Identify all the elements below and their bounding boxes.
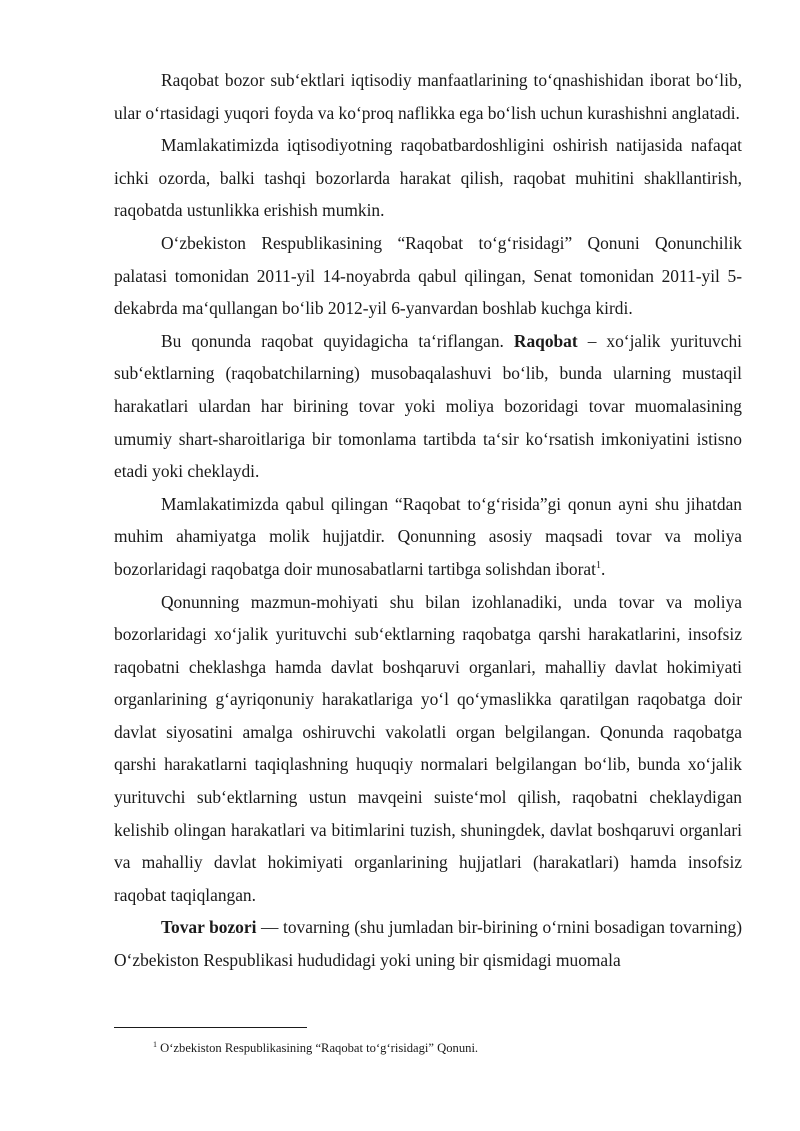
paragraph-competitiveness: Mamlakatimizda iqtisodiyotning raqobatbardoshligini oshirish natijasida nafaqat ichki ozorda, balki tashqi bozorlarda harakat qilish, raqobat muhitini shakllantirish, raqobatda ustunlikka erishish mumkin. (114, 135, 742, 221)
term-raqobat: Raqobat (513, 330, 578, 351)
paragraph-definition-of-competition: Raqobat bozor sub‘ektlari iqtisodiy manfaatlarining to‘qnashishidan iborat bo‘lib, ular o‘rtasidagi yuqori foyda va ko‘proq naflikka ega bo‘lish uchun kurashishni anglatadi. (114, 70, 742, 123)
paragraph-text: – xo‘jalik yurituvchi sub‘ektlarning (raqobatchilarning) musobaqalashuvi bo‘lib, bunda ularning mustaqil harakatlari ulardan har birining tovar yoki moliya bozoridagi tovar muomalasining umumiy shart-sharoitlariga bir tomonlama tartibda ta‘sir ko‘rsatish imkoniyatini istisno etadi yoki cheklaydi. (114, 330, 742, 482)
paragraph-text: . (600, 558, 606, 579)
paragraph-law-purpose (114, 488, 742, 586)
paragraph-law-definition (114, 325, 742, 488)
term-tovar-bozori: Tovar bozori (161, 917, 257, 938)
footnote-divider (114, 1027, 307, 1028)
document-body (114, 64, 742, 977)
footnote-number: 1 (153, 1039, 157, 1049)
paragraph-text: — tovarning (shu jumladan bir-birining o‘rnini bosadigan tovarning) O‘zbekiston Respublikasi hududidagi yoki uning bir qismidagi muomala (114, 917, 742, 971)
paragraph-goods-market (114, 911, 742, 976)
footnote-reference[interactable]: 1 (595, 560, 601, 572)
paragraph-text: Mamlakatimizda qabul qilingan “Raqobat to‘g‘risida”gi qonun ayni shu jihatdan muhim ahamiyatga molik hujjatdir. Qonunning asosiy maqsadi tovar va moliya bozorlaridagi raqobatga doir munosabatlarni tartibga solishdan iborat (114, 493, 742, 579)
footnote-text: O‘zbekiston Respublikasining “Raqobat to‘g‘risidagi” Qonuni. (157, 1041, 479, 1055)
paragraph-law-adoption: O‘zbekiston Respublikasining “Raqobat to‘g‘risidagi” Qonuni Qonunchilik palatasi tomonidan 2011-yil 14-noyabrda qabul qilingan, Senat tomonidan 2011-yil 5-dekabrda ma‘qullangan bo‘lib 2012-yil 6-yanvardan boshlab kuchga kirdi. (114, 232, 742, 319)
footnote (153, 1040, 478, 1056)
paragraph-law-essence: Qonunning mazmun-mohiyati shu bilan izohlanadiki, unda tovar va moliya bozorlaridagi xo‘jalik yurituvchi sub‘ektlarning raqobatga qarshi harakatlarini, insofsiz raqobatni cheklashga hamda davlat boshqaruvi organlari, mahalliy davlat hokimiyati organlarining g‘ayriqonuniy harakatlariga yo‘l qo‘ymaslikka qaratilgan raqobatga doir davlat siyosatini amalga oshiruvchi vakolatli organ belgilangan. Qonunda raqobatga qarshi harakatlarni taqiqlashning huquqiy normalari belgilangan bo‘lib, bunda xo‘jalik yurituvchi sub‘ektlarning ustun mavqeini suiste‘mol qilish, raqobatni cheklaydigan kelishib olingan harakatlari va bitimlarini tuzish, shuningdek, davlat boshqaruvi organlari va mahalliy davlat hokimiyati organlarining hujjatlari (harakatlari) hamda insofsiz raqobat taqiqlangan. (114, 591, 742, 905)
paragraph-text: Bu qonunda raqobat quyidagicha ta‘riflangan. (161, 330, 514, 351)
